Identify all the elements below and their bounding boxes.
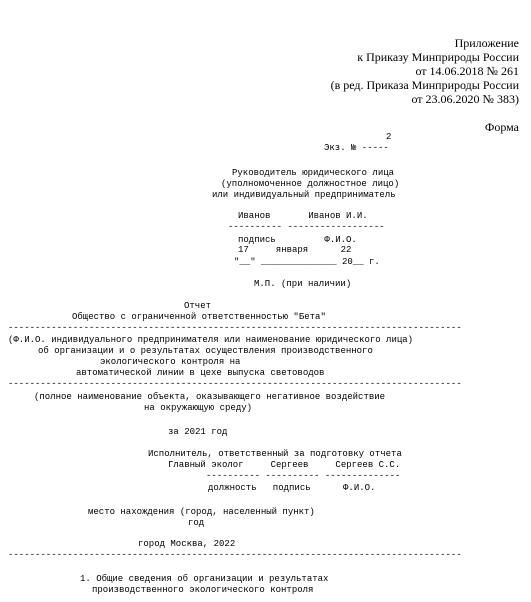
copy-eks: Экз. № ----- <box>324 143 389 153</box>
object-caption-1: (полное наименование объекта, оказывающего негативное воздействие <box>34 392 386 402</box>
divider-1: ------------------------------------------------------------------------------------ <box>8 323 462 333</box>
header-line-3: от 14.06.2018 № 261 <box>415 64 519 78</box>
divider-2: ------------------------------------------------------------------------------------ <box>8 379 462 389</box>
approval-line-1: Руководитель юридического лица <box>232 168 395 178</box>
city-year: город Москва, 2022 <box>138 539 236 549</box>
approval-names: Иванов Иванов И.И. <box>238 211 368 221</box>
header-line-4: (в ред. Приказа Минприроды России <box>330 78 519 92</box>
org-caption-4: автоматической линии в цехе выпуска световодов <box>76 368 325 378</box>
header-line-1: Приложение <box>454 36 519 50</box>
executor-dashes: ---------- ---------- -------------- <box>206 471 401 481</box>
approval-date-values: 17 января 22 <box>238 245 352 255</box>
divider-3: ------------------------------------------------------------------------------------ <box>8 550 462 560</box>
executor-values: Главный эколог Сергеев Сергеев С.С. <box>168 460 401 470</box>
section-1-line-2: производственного экологического контроля <box>92 585 314 595</box>
report-title: Отчет <box>184 301 212 311</box>
report-org: Общество с ограниченной ответственностью "Бета" <box>72 312 326 322</box>
section-1-line-1: 1. Общие сведения об организации и результатах <box>80 574 329 584</box>
location-caption-1: место нахождения (город, населенный пункт) <box>88 507 315 517</box>
report-year: за 2021 год <box>168 427 228 437</box>
org-caption-2: об организации и о результатах осуществления производственного <box>38 346 373 356</box>
object-caption-2: на окружающую среду) <box>144 403 253 413</box>
location-caption-2: год <box>188 518 205 528</box>
header-block <box>331 36 519 106</box>
approval-dashes: ---------- ------------------ <box>228 222 385 232</box>
org-caption-3: экологического контроля на <box>100 357 241 367</box>
executor-caption: должность подпись Ф.И.О. <box>208 483 376 493</box>
header-line-2: к Приказу Минприроды России <box>357 50 519 64</box>
approval-stamp: М.П. (при наличии) <box>254 279 352 289</box>
approval-line-3: или индивидуальный предприниматель <box>212 190 396 200</box>
header-line-5: от 23.06.2020 № 383) <box>411 92 519 106</box>
approval-date-line: "__" ______________ 20__ г. <box>234 257 380 267</box>
approval-line-2: (уполномоченное должностное лицо) <box>221 179 400 189</box>
approval-sign-caption: подпись Ф.И.О. <box>238 235 357 245</box>
copy-number: 2 <box>386 132 392 142</box>
org-caption-1: (Ф.И.О. индивидуального предпринимателя или наименование юридического лица) <box>8 335 414 345</box>
executor-label: Исполнитель, ответственный за подготовку отчета <box>148 449 402 459</box>
forma-label: Форма <box>484 120 519 134</box>
